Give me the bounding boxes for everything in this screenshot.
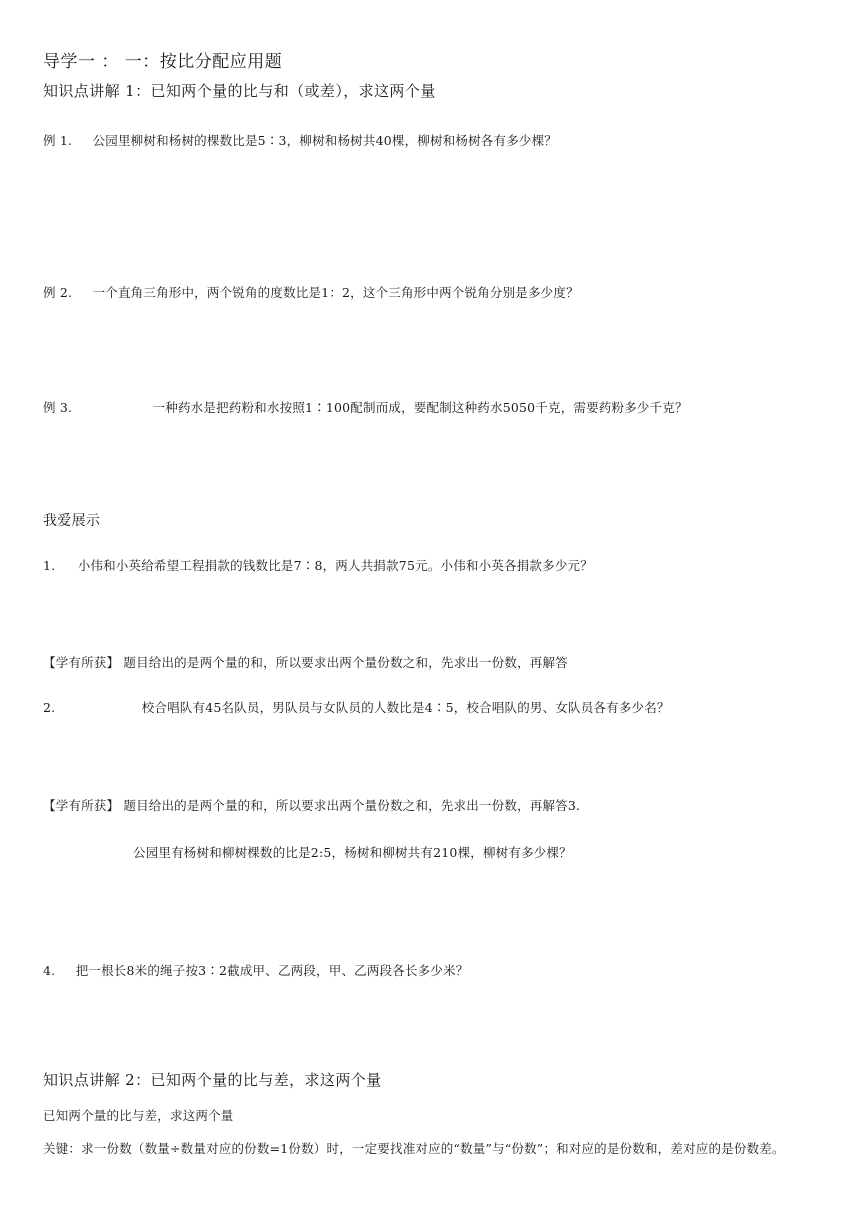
topic2-heading: 知识点讲解 2：已知两个量的比与差，求这两个量 xyxy=(43,1071,382,1089)
question-3-text: 公园里有杨树和柳树棵数的比是2:5，杨树和柳树共有210棵，柳树有多少棵？ xyxy=(133,845,572,860)
example-2-number: 例 2. xyxy=(43,285,73,300)
example-2 xyxy=(43,283,579,301)
gain-note-2: 【学有所获】 题目给出的是两个量的和，所以要求出两个量份数之和，先求出一份数，再解答3. xyxy=(43,798,581,813)
question-1-number: 1. xyxy=(43,558,56,573)
page-title: 导学一 ： 一：按比分配应用题 xyxy=(43,52,283,72)
example-3-text: 一种药水是把药粉和水按照1∶100配制而成，要配制这种药水5050千克，需要药粉多少千克？ xyxy=(152,400,688,415)
gain-note-1: 【学有所获】 题目给出的是两个量的和，所以要求出两个量份数之和，先求出一份数，再解答 xyxy=(43,655,568,670)
topic2-subheading: 已知两个量的比与差，求这两个量 xyxy=(43,1108,234,1123)
example-1-number: 例 1. xyxy=(43,133,73,148)
question-1 xyxy=(43,556,593,574)
question-2-number: 2. xyxy=(43,700,56,715)
example-1-text: 公园里柳树和杨树的棵数比是5∶3，柳树和杨树共40棵，柳树和杨树各有多少棵？ xyxy=(92,133,557,148)
example-3-number: 例 3. xyxy=(43,400,73,415)
example-1 xyxy=(43,131,557,149)
question-2-text: 校合唱队有45名队员，男队员与女队员的人数比是4∶5，校合唱队的男、女队员各有多少名？ xyxy=(141,700,670,715)
question-1-text: 小伟和小英给希望工程捐款的钱数比是7∶8，两人共捐款75元。小伟和小英各捐款多少元？ xyxy=(77,558,593,573)
topic2-key-point: 关键：求一份数（数量÷数量对应的份数=1份数）时，一定要找准对应的“数量”与“份数”；和对应的是份数和，差对应的是份数差。 xyxy=(43,1141,785,1156)
show-heading: 我爱展示 xyxy=(43,513,101,529)
topic1-heading: 知识点讲解 1：已知两个量的比与和（或差），求这两个量 xyxy=(43,82,436,100)
example-2-text: 一个直角三角形中，两个锐角的度数比是1：2，这个三角形中两个锐角分别是多少度？ xyxy=(92,285,579,300)
example-3 xyxy=(43,398,688,416)
question-2 xyxy=(43,698,670,716)
question-4 xyxy=(43,961,468,979)
question-4-text: 把一根长8米的绳子按3∶2截成甲、乙两段，甲、乙两段各长多少米？ xyxy=(75,963,469,978)
question-4-number: 4. xyxy=(43,963,56,978)
